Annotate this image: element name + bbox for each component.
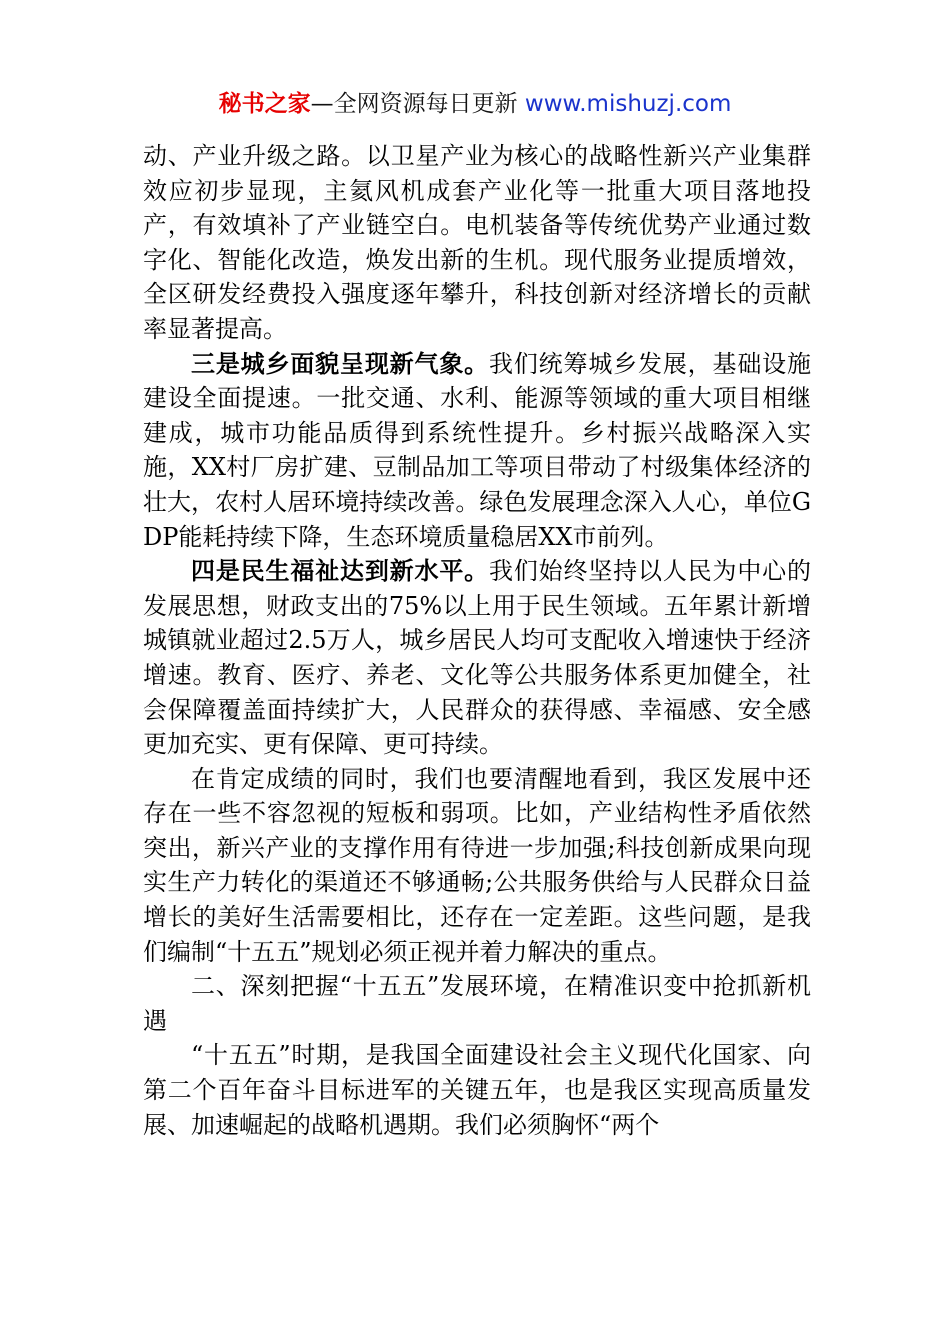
paragraph-shortcomings	[143, 762, 811, 970]
paragraph-continuation	[143, 139, 811, 347]
section-heading-text: 二、深刻把握“十五五”发展环境，在精准识变中抢抓新机遇	[143, 972, 811, 1035]
paragraph-text: 我们始终坚持以人民为中心的发展思想，财政支出的75%以上用于民生领域。五年累计新增城镇就业超过2.5万人，城乡居民人均可支配收入增速快于经济增速。教育、医疗、养老、文化等公共服务体系更加健全，社会保障覆盖面持续扩大，人民群众的获得感、幸福感、安全感更加充实、更有保障、更可持续。	[143, 557, 811, 759]
document-body	[143, 139, 811, 1142]
page-header	[0, 86, 950, 122]
paragraph-text: “十五五”时期，是我国全面建设社会主义现代化国家、向第二个百年奋斗目标进军的关键五年，也是我区实现高质量发展、加速崛起的战略机遇期。我们必须胸怀“两个	[143, 1041, 811, 1139]
header-brand: 秘书之家	[218, 91, 311, 117]
paragraph-text: 动、产业升级之路。以卫星产业为核心的战略性新兴产业集群效应初步显现，主氦风机成套产业化等一批重大项目落地投产，有效填补了产业链空白。电机装备等传统优势产业通过数字化、智能化改造，焕发出新的生机。现代服务业提质增效，全区研发经费投入强度逐年攀升，科技创新对经济增长的贡献率显著提高。	[143, 142, 811, 343]
header-url-link[interactable]: www.mishuzj.com	[524, 91, 732, 117]
paragraph-urban-rural	[143, 347, 811, 555]
paragraph-text: 在肯定成绩的同时，我们也要清醒地看到，我区发展中还存在一些不容忽视的短板和弱项。比如，产业结构性矛盾依然突出，新兴产业的支撑作用有待进一步加强;科技创新成果向现实生产力转化的渠道还不够通畅;公共服务供给与人民群众日益增长的美好生活需要相比，还存在一定差距。这些问题，是我们编制“十五五”规划必须正视并着力解决的重点。	[143, 764, 811, 966]
paragraph-lead: 四是民生福祉达到新水平。	[191, 556, 489, 586]
paragraph-text: 我们统筹城乡发展，基础设施建设全面提速。一批交通、水利、能源等领域的重大项目相继建成，城市功能品质得到系统性提升。乡村振兴战略深入实施，XX村厂房扩建、豆制品加工等项目带动了村级集体经济的壮大，农村人居环境持续改善。绿色发展理念深入人心，单位GDP能耗持续下降，生态环境质量稳居XX市前列。	[143, 349, 811, 551]
paragraph-opportunity	[143, 1038, 811, 1142]
section-heading	[143, 969, 811, 1038]
header-tagline: —全网资源每日更新	[310, 91, 525, 117]
paragraph-lead: 三是城乡面貌呈现新气象。	[191, 348, 489, 378]
paragraph-livelihood	[143, 554, 811, 762]
